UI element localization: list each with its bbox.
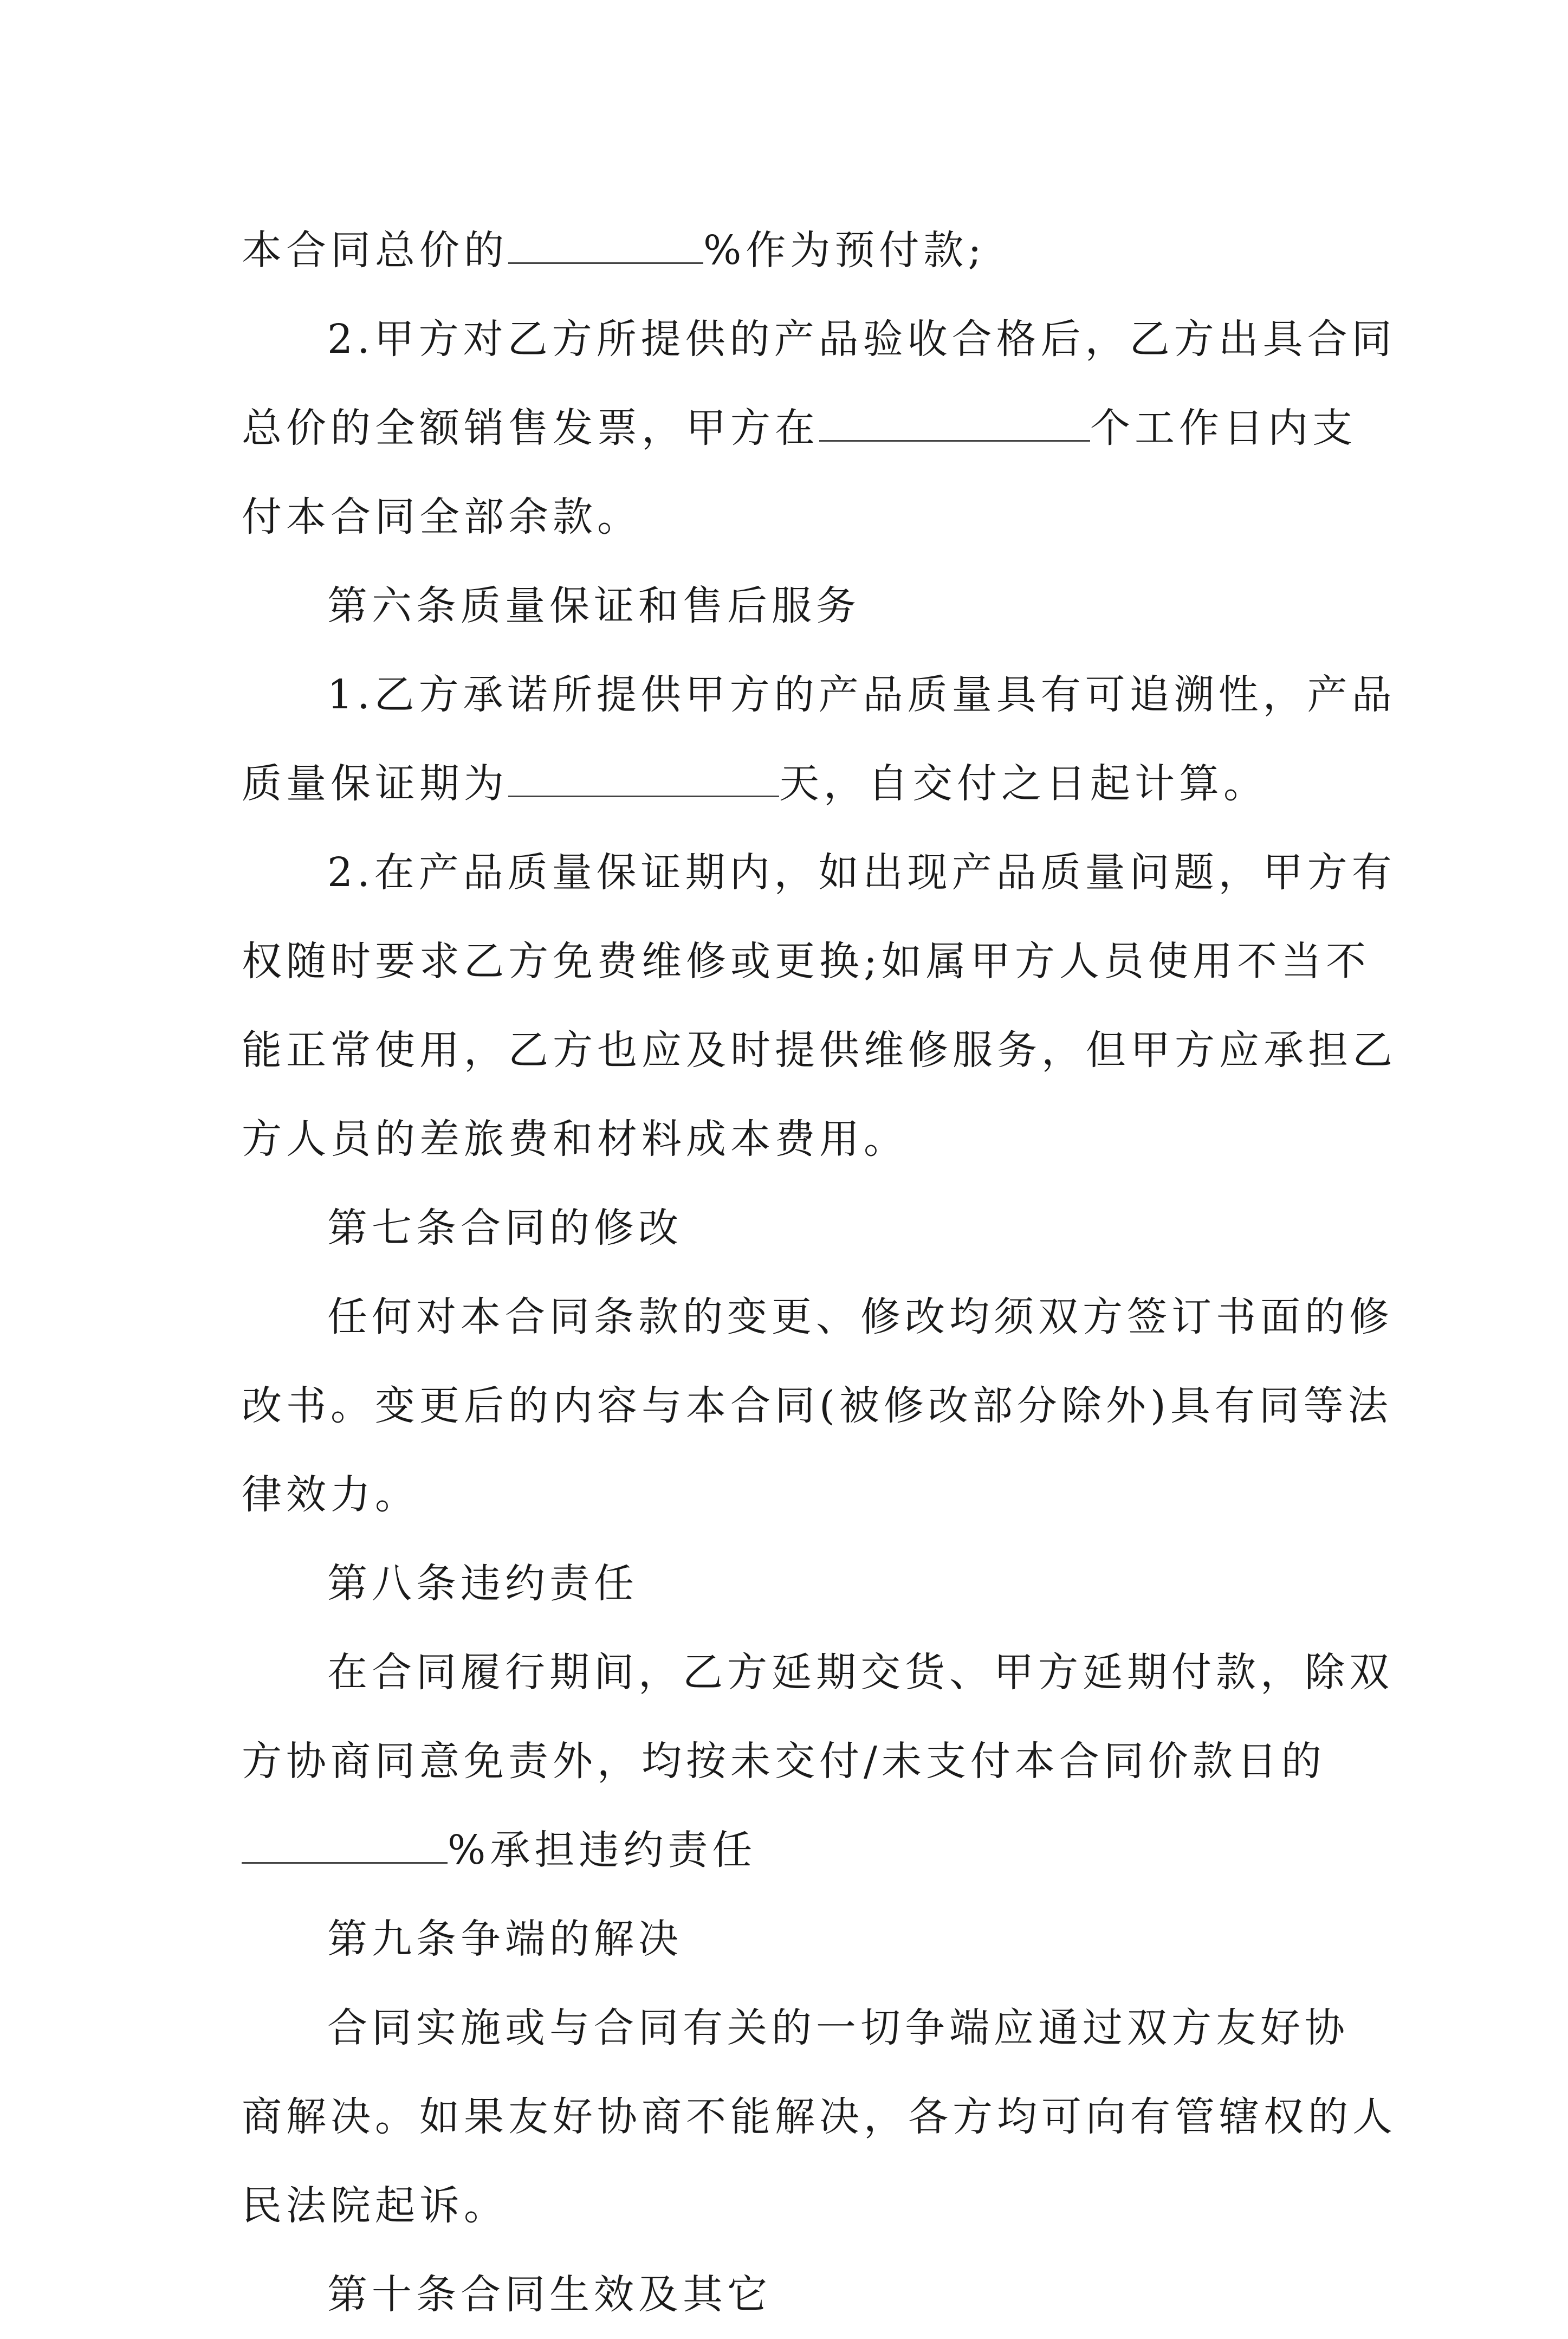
article-9-line-1: 合同实施或与合同有关的一切争端应通过双方友好协: [327, 2005, 1349, 2051]
article-8-line-2: 方协商同意免责外，均按未交付/未支付本合同价款日的: [242, 1738, 1326, 1785]
article-8-line-3: [242, 1806, 1343, 1895]
warranty-days-blank: [508, 763, 779, 797]
article-9-line-3: 民法院起诉。: [242, 2182, 508, 2229]
prepayment-text-a: 本合同总价的: [242, 227, 508, 274]
article-7-line-3: 律效力。: [242, 1471, 419, 1518]
article-6-heading: 第六条质量保证和售后服务: [327, 583, 860, 629]
warranty-text-a: 质量保证期为: [242, 760, 508, 807]
article-6-clause-2-line-2: 权随时要求乙方免费维修或更换;如属甲方人员使用不当不: [242, 938, 1370, 985]
prepayment-text-b: %作为预付款;: [703, 227, 986, 274]
penalty-percent-blank: [242, 1830, 448, 1864]
balance-clause-text-a: 总价的全额销售发票，甲方在: [242, 405, 819, 451]
article-7-line-1: 任何对本合同条款的变更、修改均须双方签订书面的修: [327, 1294, 1394, 1340]
article-7-line-2: 改书。变更后的内容与本合同(被修改部分除外)具有同等法: [242, 1382, 1392, 1429]
working-days-blank: [819, 408, 1090, 442]
prepayment-percent-blank: [508, 230, 703, 264]
document-page: [242, 206, 1397, 2339]
warranty-text-b: 天，自交付之日起计算。: [779, 760, 1268, 807]
article-6-clause-1-line-1: 1.乙方承诺所提供甲方的产品质量具有可追溯性，产品: [327, 671, 1396, 718]
article-6-clause-2-line-3: 能正常使用，乙方也应及时提供维修服务，但甲方应承担乙: [242, 1027, 1397, 1074]
article-8-heading: 第八条违约责任: [327, 1560, 638, 1607]
article-6-clause-1-line-2: [242, 739, 1343, 828]
balance-clause-line-1: 2.甲方对乙方所提供的产品验收合格后，乙方出具合同: [327, 316, 1396, 363]
article-6-clause-2-line-4: 方人员的差旅费和材料成本费用。: [242, 1116, 908, 1162]
article-7-heading: 第七条合同的修改: [327, 1205, 683, 1251]
article-10-heading: 第十条合同生效及其它: [327, 2271, 772, 2318]
article-8-line-1: 在合同履行期间，乙方延期交货、甲方延期付款，除双: [327, 1649, 1394, 1696]
prepayment-line: [242, 206, 1343, 295]
article-9-line-2: 商解决。如果友好协商不能解决，各方均可向有管辖权的人: [242, 2094, 1397, 2140]
balance-clause-line-2: [242, 384, 1357, 473]
balance-clause-line-3: 付本合同全部余款。: [242, 494, 642, 540]
article-6-clause-2-line-1: 2.在产品质量保证期内，如出现产品质量问题，甲方有: [327, 849, 1396, 896]
balance-clause-text-b: 个工作日内支: [1090, 405, 1357, 451]
penalty-text: %承担违约责任: [448, 1827, 757, 1873]
article-9-heading: 第九条争端的解决: [327, 1916, 683, 1962]
